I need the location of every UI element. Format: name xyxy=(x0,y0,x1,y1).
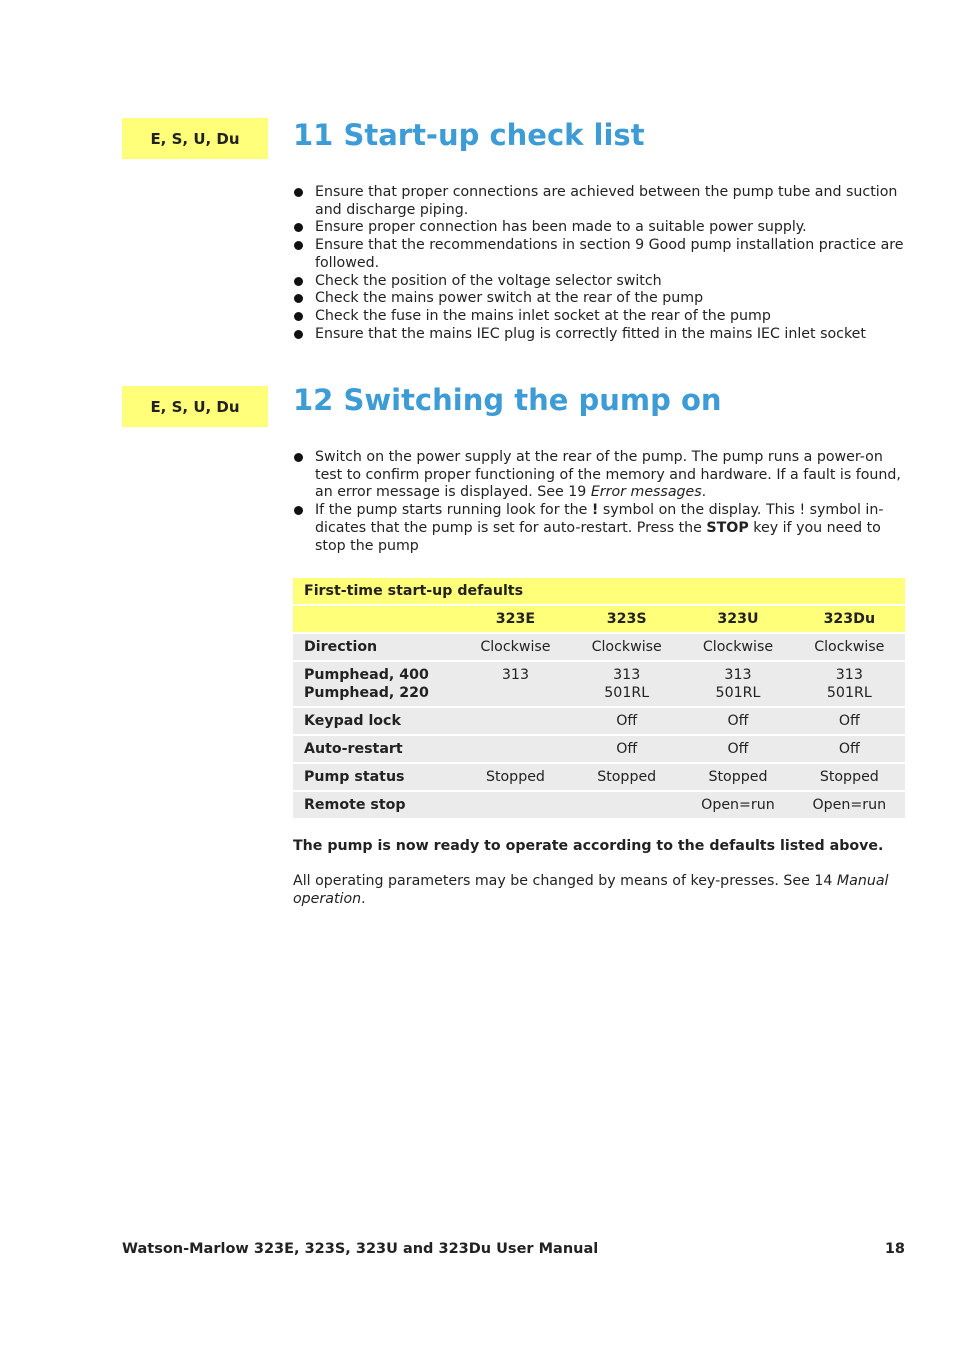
section-heading: 11 Start-up check list xyxy=(293,118,645,152)
bullet-icon xyxy=(294,223,303,232)
manual-title: Watson-Marlow 323E, 323S, 323U and 323Du User Manual xyxy=(122,1241,599,1257)
column-header: 323Du xyxy=(794,606,905,632)
list-item: Check the fuse in the mains inlet socket at the rear of the pump xyxy=(293,308,905,326)
list-item: Check the position of the voltage selector switch xyxy=(293,273,905,291)
column-header: 323E xyxy=(460,606,571,632)
bullet-icon xyxy=(294,188,303,197)
table-header-row xyxy=(293,606,905,632)
bullet-icon xyxy=(294,453,303,462)
section-tag: E, S, U, Du xyxy=(122,118,268,159)
bullet-icon xyxy=(294,312,303,321)
page-footer xyxy=(122,1241,905,1257)
page-number: 18 xyxy=(884,1241,905,1257)
cross-reference: Error messages xyxy=(590,484,702,501)
list-item: Ensure that the mains IEC plug is correctly fitted in the mains IEC inlet socket xyxy=(293,326,905,344)
table-row: Remote stop Open=run Open=run xyxy=(293,792,905,818)
bullet-icon xyxy=(294,241,303,250)
cross-reference: Manual operation xyxy=(293,873,889,907)
table-row: Auto-restart Off Off Off xyxy=(293,736,905,762)
bullet-icon xyxy=(294,330,303,339)
table-row: Pumphead, 400 Pumphead, 220 313 313 501RL 313 501RL 313 501RL xyxy=(293,662,905,706)
section-heading: 12 Switching the pump on xyxy=(293,383,722,417)
bullet-icon xyxy=(294,294,303,303)
section-tag: E, S, U, Du xyxy=(122,386,268,427)
column-header: 323S xyxy=(571,606,682,632)
list-item: Ensure proper connection has been made to a suitable power supply. xyxy=(293,219,905,237)
table-row: Pump status Stopped Stopped Stopped Stopped xyxy=(293,764,905,790)
switch-on-steps xyxy=(293,449,905,555)
table-row: Direction Clockwise Clockwise Clockwise Clockwise xyxy=(293,634,905,660)
list-item: Check the mains power switch at the rear of the pump xyxy=(293,290,905,308)
list-item: Switch on the power supply at the rear of the pump. The pump runs a power-on test to confirm proper functioning of the memory and hardware. If a fault is found, an error message is displayed. See 19 Error messages. xyxy=(293,449,905,502)
column-header: 323U xyxy=(682,606,793,632)
ready-statement: The pump is now ready to operate according to the defaults listed above. xyxy=(293,838,884,854)
list-item: If the pump starts running look for the ! symbol on the display. This ! symbol in-dicates that the pump is set for auto-restart. Press the STOP key if you need to stop the pump xyxy=(293,502,905,555)
parameters-note: All operating parameters may be changed by means of key-presses. See 14 Manual operation. xyxy=(293,873,889,907)
list-item: Ensure that the recommendations in section 9 Good pump installation practice are followed. xyxy=(293,237,905,272)
defaults-table xyxy=(293,576,905,820)
bullet-icon xyxy=(294,506,303,515)
list-item: Ensure that proper connections are achieved between the pump tube and suction and discharge piping. xyxy=(293,184,905,219)
table-row: Keypad lock Off Off Off xyxy=(293,708,905,734)
bullet-icon xyxy=(294,277,303,286)
checklist xyxy=(293,184,905,343)
stop-key-label: STOP xyxy=(706,519,749,536)
table-title: First-time start-up defaults xyxy=(293,578,905,604)
table-title-row xyxy=(293,578,905,604)
